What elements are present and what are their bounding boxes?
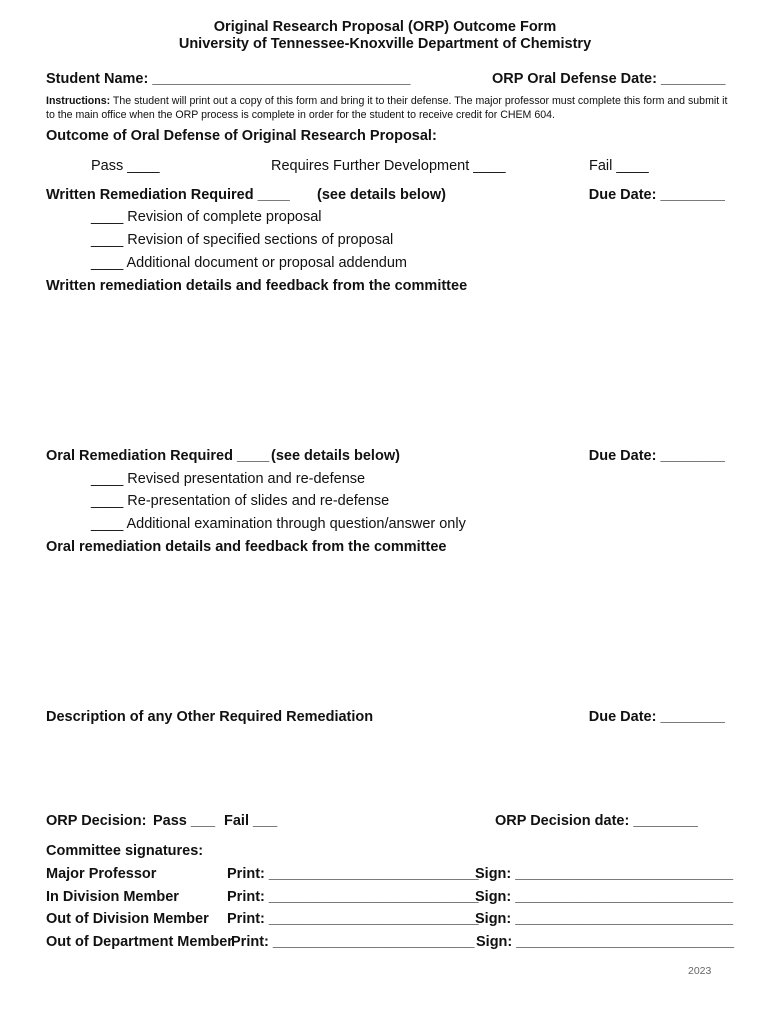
written-option: ____ Additional document or proposal addendum [91, 255, 408, 271]
signature-role: Major Professor [46, 866, 157, 882]
oral-details-heading: Oral remediation details and feedback from the committee [46, 539, 447, 555]
other-due-date: Due Date: ________ [588, 709, 725, 725]
signature-sign-field: Sign: ___________________________ [475, 889, 734, 905]
written-due-date: Due Date: ________ [588, 187, 725, 203]
oral-option: ____ Additional examination through question/answer only [91, 516, 466, 532]
instructions-label: Instructions: [46, 95, 111, 107]
outcome-heading: Outcome of Oral Defense of Original Research Proposal: [46, 128, 437, 144]
signature-sign-field: Sign: ___________________________ [475, 911, 734, 927]
outcome-pass: Pass ____ [91, 158, 160, 174]
signature-print-field: Print: __________________________ [227, 889, 479, 905]
signature-sign-field: Sign: ___________________________ [476, 934, 735, 950]
signature-print-field: Print: __________________________ [227, 911, 479, 927]
written-see-details: (see details below) [317, 187, 446, 203]
written-remediation-required: Written Remediation Required ____ [46, 187, 290, 203]
instructions [46, 95, 728, 122]
signature-role: Out of Division Member [46, 911, 209, 927]
orp-decision-pass: Pass ___ [153, 813, 216, 829]
oral-defense-date-field: ORP Oral Defense Date: ________ [492, 71, 726, 87]
outcome-fail: Fail ____ [589, 158, 649, 174]
written-details-heading: Written remediation details and feedback from the committee [46, 278, 468, 294]
orp-decision-date: ORP Decision date: ________ [495, 813, 698, 829]
student-name-field: Student Name: ________________________________ [46, 71, 411, 87]
oral-option: ____ Re-presentation of slides and re-defense [91, 493, 390, 509]
orp-decision-fail: Fail ___ [224, 813, 278, 829]
other-remediation-heading: Description of any Other Required Remediation [46, 709, 374, 725]
written-option: ____ Revision of specified sections of proposal [91, 232, 394, 248]
signatures-heading: Committee signatures: [46, 843, 204, 859]
signature-print-field: Print: _________________________ [231, 934, 475, 950]
orp-decision-label: ORP Decision: [46, 813, 147, 829]
oral-due-date: Due Date: ________ [588, 448, 725, 464]
oral-remediation-required: Oral Remediation Required ____ [46, 448, 270, 464]
signature-role: In Division Member [46, 889, 179, 905]
form-subtitle: University of Tennessee-Knoxville Department of Chemistry [178, 36, 592, 52]
form-title: Original Research Proposal (ORP) Outcome Form [213, 19, 557, 35]
instructions-text: The student will print out a copy of this form and bring it to their defense. The major professor must complete this form and submit it to the main office when the ORP process is complete in order for the student to receive credit for CHEM 604. [46, 95, 728, 121]
oral-see-details: (see details below) [271, 448, 400, 464]
footer-year: 2023 [688, 965, 712, 977]
oral-option: ____ Revised presentation and re-defense [91, 471, 366, 487]
signature-sign-field: Sign: ___________________________ [475, 866, 734, 882]
signature-role: Out of Department Member [46, 934, 233, 950]
outcome-requires-development: Requires Further Development ____ [271, 158, 506, 174]
written-option: ____ Revision of complete proposal [91, 209, 322, 225]
signature-print-field: Print: __________________________ [227, 866, 479, 882]
